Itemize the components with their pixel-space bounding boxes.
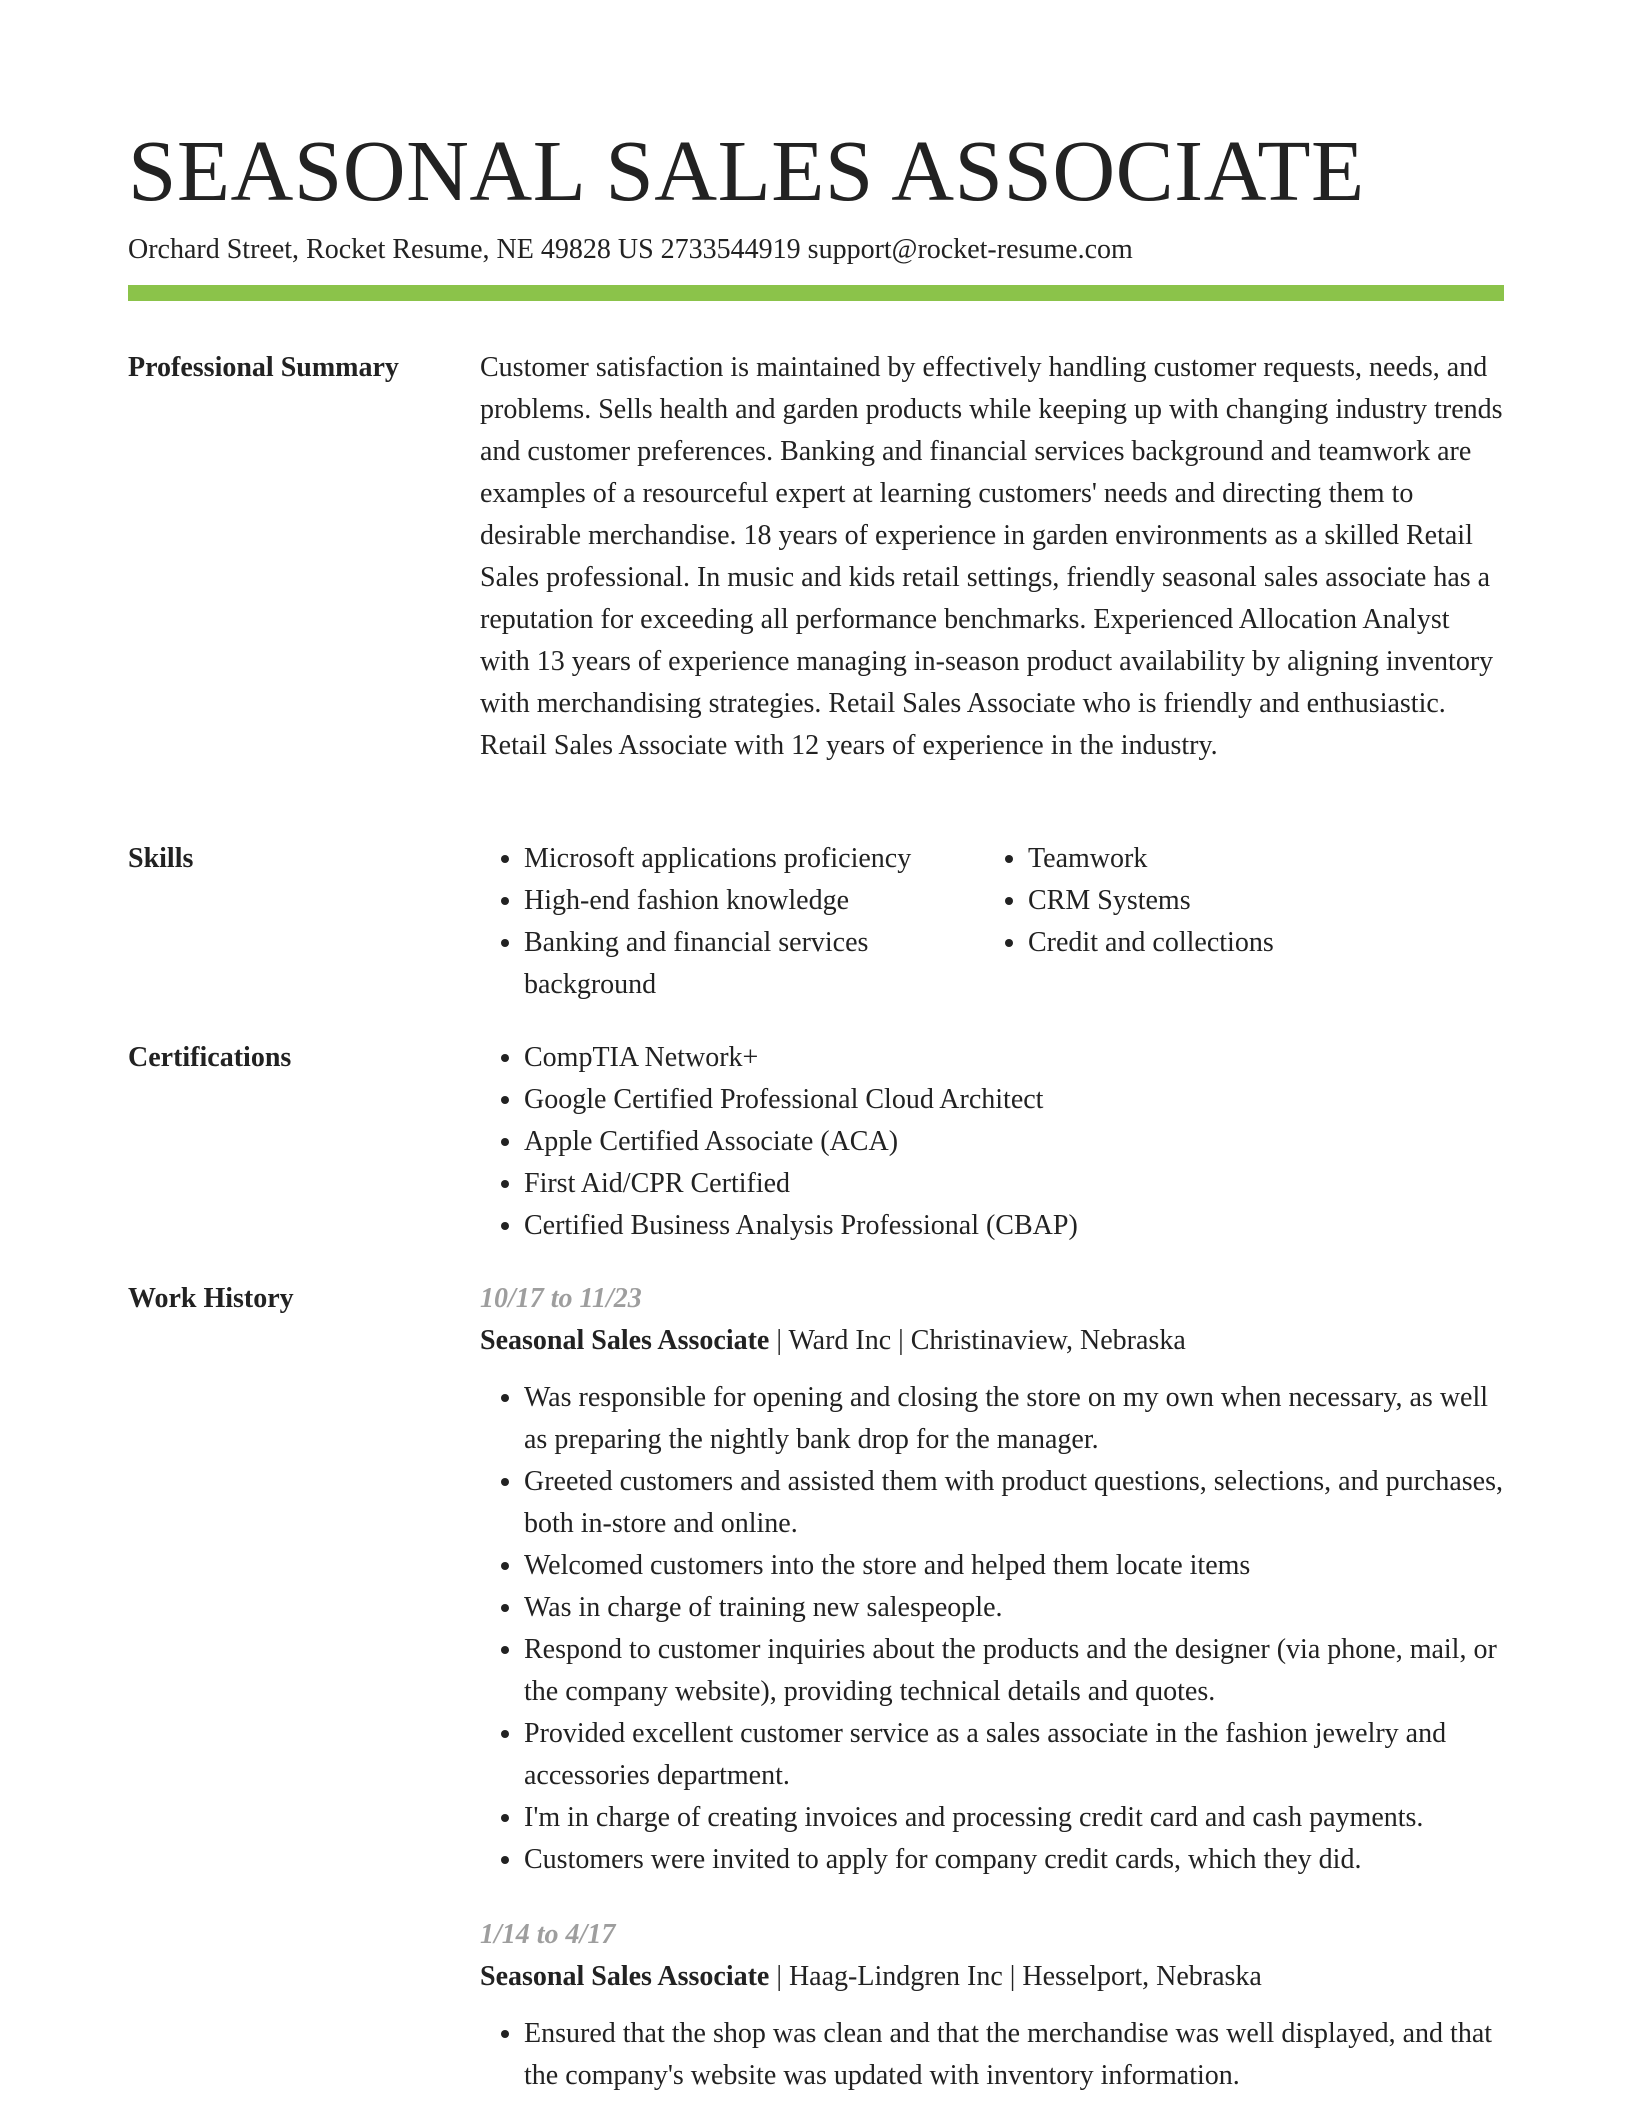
skill-item: • Banking and financial services background [524, 922, 984, 1006]
job-dates: 10/17 to 11/23 [480, 1283, 642, 1314]
skills-column-1 [480, 838, 984, 1006]
job-heading [480, 1320, 1504, 1362]
job-duty: • Respond to customer inquiries about the products and the designer (via phone, mail, or the company website), providing technical details and quotes. [524, 1629, 1504, 1713]
certification-item: • First Aid/CPR Certified [524, 1163, 1504, 1205]
certification-item: • CompTIA Network+ [524, 1037, 1504, 1079]
section-label-skills: Skills [128, 843, 194, 874]
section-label-certifications: Certifications [128, 1042, 292, 1073]
job-duty: • Greeted customers and assisted them with product questions, selections, and purchases, both in-store and online. [524, 1461, 1504, 1545]
job-dates: 1/14 to 4/17 [480, 1919, 616, 1950]
job-duties-list [480, 1377, 1504, 1881]
resume-title: SEASONAL SALES ASSOCIATE [128, 122, 1365, 219]
contact-line: Orchard Street, Rocket Resume, NE 49828 US 2733544919 support@rocket-resume.com [128, 234, 1133, 265]
job-entry [480, 1914, 1504, 2097]
job-heading [480, 1956, 1504, 1998]
skill-item: • Teamwork [1028, 838, 1504, 880]
certification-item: • Certified Business Analysis Professional (CBAP) [524, 1205, 1504, 1247]
job-duty: • Welcomed customers into the store and helped them locate items [524, 1545, 1504, 1587]
section-label-work-history: Work History [128, 1283, 294, 1314]
certifications-list [480, 1037, 1504, 1247]
certifications-list-wrap [480, 1037, 1504, 1247]
skill-item: • Credit and collections [1028, 922, 1504, 964]
skill-item: • Microsoft applications proficiency [524, 838, 984, 880]
job-duties-list [480, 2013, 1504, 2097]
certification-item: • Google Certified Professional Cloud Architect [524, 1079, 1504, 1121]
job-duty: • I'm in charge of creating invoices and processing credit card and cash payments. [524, 1797, 1504, 1839]
job-company-location: | Haag-Lindgren Inc | Hesselport, Nebraska [769, 1961, 1262, 1992]
job-title: Seasonal Sales Associate [480, 1325, 770, 1356]
summary-text: Customer satisfaction is maintained by effectively handling customer requests, needs, and problems. Sells health and garden products while keeping up with changing industry trends and customer preferences. Banking and financial services background and teamwork are examples of a resourceful expert at learning customers' needs and directing them to desirable merchandise. 18 years of experience in garden environments as a skilled Retail Sales professional. In music and kids retail settings, friendly seasonal sales associate has a reputation for exceeding all performance benchmarks. Experienced Allocation Analyst with 13 years of experience managing in-season product availability by aligning inventory with merchandising strategies. Retail Sales Associate who is friendly and enthusiastic. Retail Sales Associate with 12 years of experience in the industry. [480, 352, 1503, 761]
skills-column-2 [984, 838, 1504, 1006]
job-duty: • Customers were invited to apply for company credit cards, which they did. [524, 1839, 1504, 1881]
job-duty: • Was in charge of training new salespeople. [524, 1587, 1504, 1629]
job-duty: • Ensured that the shop was clean and that the merchandise was well displayed, and that the company's website was updated with inventory information. [524, 2013, 1504, 2097]
job-company-location: | Ward Inc | Christinaview, Nebraska [769, 1325, 1186, 1356]
certification-item: • Apple Certified Associate (ACA) [524, 1121, 1504, 1163]
skill-item: • CRM Systems [1028, 880, 1504, 922]
accent-divider [128, 285, 1504, 301]
job-duty: • Provided excellent customer service as a sales associate in the fashion jewelry and accessories department. [524, 1713, 1504, 1797]
section-label-summary: Professional Summary [128, 352, 399, 383]
skill-item: • High-end fashion knowledge [524, 880, 984, 922]
skills-columns [480, 838, 1504, 1006]
job-duty: • Was responsible for opening and closing the store on my own when necessary, as well as preparing the nightly bank drop for the manager. [524, 1377, 1504, 1461]
job-title: Seasonal Sales Associate [480, 1961, 770, 1992]
job-entry [480, 1278, 1504, 1881]
